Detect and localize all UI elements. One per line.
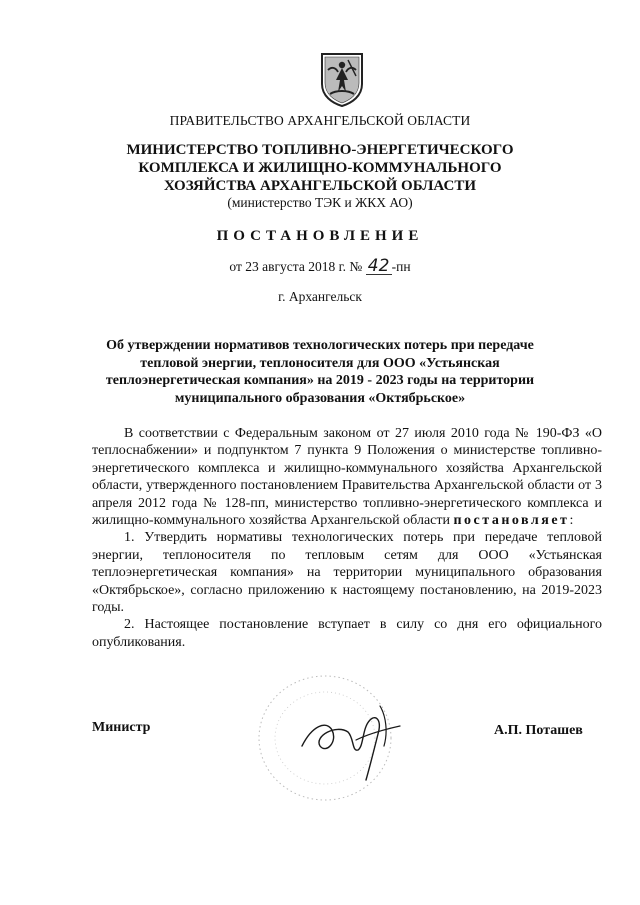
title-line: теплоэнергетическая компания» на 2019 - 2023 годы на территории bbox=[105, 373, 535, 388]
ministry-name bbox=[0, 141, 640, 195]
ministry-name-line: КОМПЛЕКСА И ЖИЛИЩНО-КОММУНАЛЬНОГО bbox=[138, 160, 502, 176]
signer-name: А.П. Поташев bbox=[494, 723, 583, 738]
preamble-text: В соответствии с Федеральным законом от 27 июля 2010 года № 190-ФЗ «О теплоснабжении» и подпунктом 7 пункта 9 Положения о министерстве топливно-энергетического комплекса и жилищно-коммунального хозяйства Архангельской области, утвержденного постановлением Правительства Архангельской области от 3 апреля 2012 года № 128-пп, министерство топливно-энергетического комплекса и жилищно-коммунального хозяйства Архангельской области bbox=[92, 426, 602, 529]
decree-date: от 23 августа 2018 г. № bbox=[229, 259, 363, 274]
title-line: тепловой энергии, теплоносителя для ООО «Устьянская bbox=[140, 355, 500, 371]
signer-role: Министр bbox=[92, 720, 151, 735]
ministry-abbreviation: (министерство ТЭК и ЖКХ АО) bbox=[227, 195, 413, 210]
city: г. Архангельск bbox=[278, 289, 362, 304]
title-line: Об утверждении нормативов технологических потерь при передаче bbox=[106, 338, 534, 353]
handwritten-signature bbox=[296, 680, 416, 790]
document-body bbox=[92, 425, 602, 651]
government-name: ПРАВИТЕЛЬСТВО АРХАНГЕЛЬСКОЙ ОБЛАСТИ bbox=[169, 113, 471, 128]
decree-number-suffix: -пн bbox=[391, 259, 411, 274]
title-line: муниципального образования «Октябрьское» bbox=[174, 390, 466, 406]
item-1-paragraph: 1. Утвердить нормативы технологических потерь при передаче тепловой энергии, теплоносителя по тепловым сетям для ООО «Устьянская теплоэнергетическая компания» на территории муниципального образования «Октябрьское», согласно приложению к настоящему постановлению, на 2019-2023 годы. bbox=[92, 530, 602, 616]
preamble-paragraph bbox=[92, 425, 602, 529]
decides-colon: : bbox=[569, 513, 574, 529]
document-title bbox=[0, 337, 640, 407]
decides-word: постановляет bbox=[453, 513, 570, 529]
item-2-paragraph: 2. Настоящее постановление вступает в силу со дня его официального опубликования. bbox=[92, 617, 602, 650]
coat-of-arms-icon bbox=[318, 50, 366, 108]
document-type: ПОСТАНОВЛЕНИЕ bbox=[216, 228, 424, 244]
decree-date-number bbox=[0, 256, 640, 276]
ministry-name-line: ХОЗЯЙСТВА АРХАНГЕЛЬСКОЙ ОБЛАСТИ bbox=[163, 178, 477, 194]
decree-number: 42 bbox=[366, 259, 392, 275]
ministry-name-line: МИНИСТЕРСТВО ТОПЛИВНО-ЭНЕРГЕТИЧЕСКОГО bbox=[126, 142, 514, 158]
